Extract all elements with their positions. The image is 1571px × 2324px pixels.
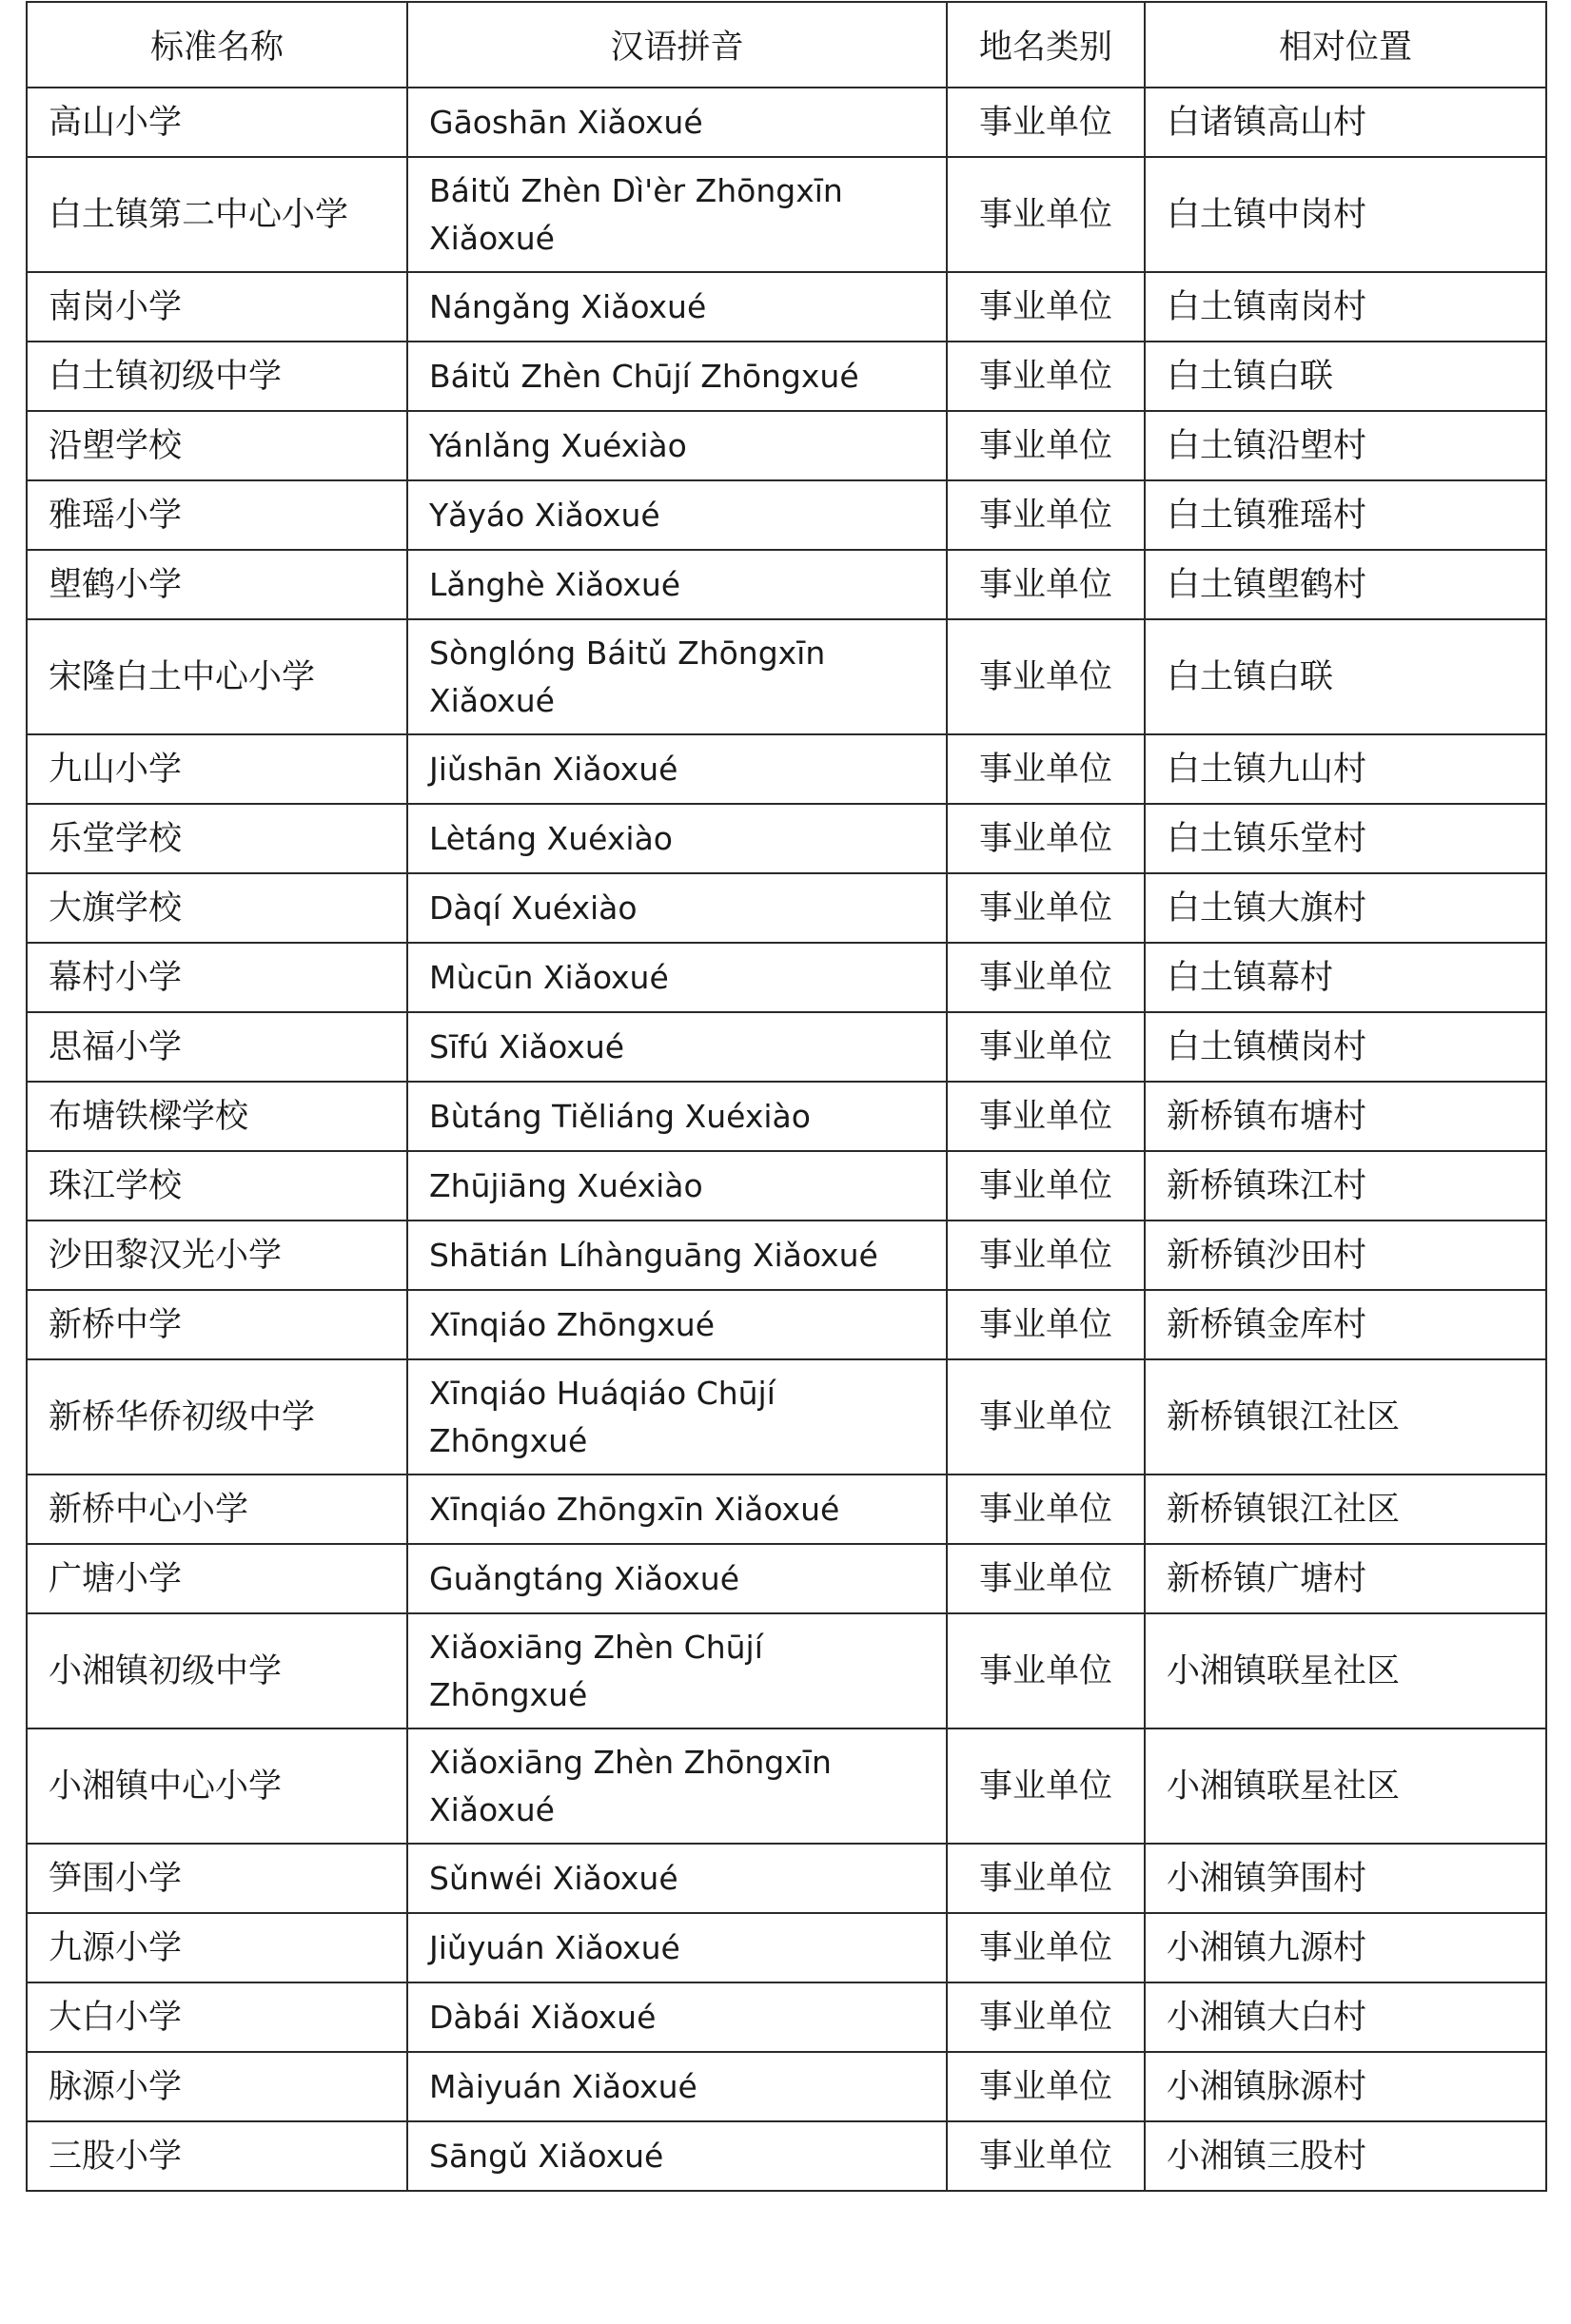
table-row <box>27 550 1546 619</box>
name-cell: 三股小学 <box>27 2121 407 2191</box>
table-row <box>27 1982 1546 2052</box>
pinyin-cell: Dàqí Xuéxiào <box>407 873 947 943</box>
pinyin-cell: Lètáng Xuéxiào <box>407 804 947 873</box>
pinyin-cell: Sònglóng Báitǔ Zhōngxīn Xiǎoxué <box>407 619 947 734</box>
table-row <box>27 1728 1546 1844</box>
category-cell: 事业单位 <box>947 1728 1145 1844</box>
location-cell: 小湘镇联星社区 <box>1145 1613 1546 1728</box>
pinyin-cell: Gāoshān Xiǎoxué <box>407 88 947 157</box>
table-body <box>27 88 1546 2191</box>
table-row <box>27 88 1546 157</box>
location-cell: 小湘镇九源村 <box>1145 1913 1546 1982</box>
category-cell: 事业单位 <box>947 1082 1145 1151</box>
name-cell: 塱鹤小学 <box>27 550 407 619</box>
location-cell: 白土镇白联 <box>1145 619 1546 734</box>
location-cell: 白土镇白联 <box>1145 342 1546 411</box>
category-cell: 事业单位 <box>947 734 1145 804</box>
name-cell: 小湘镇初级中学 <box>27 1613 407 1728</box>
location-cell: 新桥镇珠江村 <box>1145 1151 1546 1221</box>
pinyin-cell: Xīnqiáo Zhōngxīn Xiǎoxué <box>407 1474 947 1544</box>
location-cell: 小湘镇脉源村 <box>1145 2052 1546 2121</box>
pinyin-cell: Sāngǔ Xiǎoxué <box>407 2121 947 2191</box>
pinyin-cell: Báitǔ Zhèn Chūjí Zhōngxué <box>407 342 947 411</box>
name-cell: 白土镇第二中心小学 <box>27 157 407 272</box>
table-row <box>27 480 1546 550</box>
name-cell: 乐堂学校 <box>27 804 407 873</box>
name-cell: 宋隆白土中心小学 <box>27 619 407 734</box>
name-cell: 沙田黎汉光小学 <box>27 1221 407 1290</box>
table-row <box>27 1474 1546 1544</box>
table-row <box>27 1844 1546 1913</box>
category-cell: 事业单位 <box>947 1359 1145 1474</box>
location-cell: 小湘镇笋围村 <box>1145 1844 1546 1913</box>
header-row <box>27 2 1546 88</box>
name-cell: 雅瑶小学 <box>27 480 407 550</box>
name-cell: 白土镇初级中学 <box>27 342 407 411</box>
table-row <box>27 804 1546 873</box>
name-cell: 脉源小学 <box>27 2052 407 2121</box>
table-row <box>27 873 1546 943</box>
category-cell: 事业单位 <box>947 1012 1145 1082</box>
pinyin-cell: Guǎngtáng Xiǎoxué <box>407 1544 947 1613</box>
header-category: 地名类别 <box>947 2 1145 88</box>
name-cell: 高山小学 <box>27 88 407 157</box>
category-cell: 事业单位 <box>947 1290 1145 1359</box>
location-cell: 新桥镇布塘村 <box>1145 1082 1546 1151</box>
category-cell: 事业单位 <box>947 272 1145 342</box>
pinyin-cell: Jiǔshān Xiǎoxué <box>407 734 947 804</box>
location-cell: 白土镇乐堂村 <box>1145 804 1546 873</box>
table-row <box>27 1613 1546 1728</box>
pinyin-cell: Lǎnghè Xiǎoxué <box>407 550 947 619</box>
location-cell: 白土镇大旗村 <box>1145 873 1546 943</box>
location-cell: 白土镇中岗村 <box>1145 157 1546 272</box>
pinyin-cell: Màiyuán Xiǎoxué <box>407 2052 947 2121</box>
name-cell: 九源小学 <box>27 1913 407 1982</box>
table-row <box>27 619 1546 734</box>
location-cell: 新桥镇银江社区 <box>1145 1474 1546 1544</box>
category-cell: 事业单位 <box>947 1982 1145 2052</box>
pinyin-cell: Xīnqiáo Zhōngxué <box>407 1290 947 1359</box>
header-location: 相对位置 <box>1145 2 1546 88</box>
location-cell: 白诸镇高山村 <box>1145 88 1546 157</box>
category-cell: 事业单位 <box>947 2052 1145 2121</box>
name-cell: 新桥华侨初级中学 <box>27 1359 407 1474</box>
location-cell: 白土镇塱鹤村 <box>1145 550 1546 619</box>
category-cell: 事业单位 <box>947 550 1145 619</box>
table-row <box>27 1359 1546 1474</box>
category-cell: 事业单位 <box>947 1544 1145 1613</box>
name-cell: 笋围小学 <box>27 1844 407 1913</box>
location-cell: 白土镇雅瑶村 <box>1145 480 1546 550</box>
category-cell: 事业单位 <box>947 943 1145 1012</box>
category-cell: 事业单位 <box>947 619 1145 734</box>
category-cell: 事业单位 <box>947 873 1145 943</box>
location-cell: 白土镇横岗村 <box>1145 1012 1546 1082</box>
table-row <box>27 1544 1546 1613</box>
table-row <box>27 1082 1546 1151</box>
category-cell: 事业单位 <box>947 1474 1145 1544</box>
location-cell: 新桥镇金库村 <box>1145 1290 1546 1359</box>
name-cell: 南岗小学 <box>27 272 407 342</box>
table-header <box>27 2 1546 88</box>
location-cell: 新桥镇银江社区 <box>1145 1359 1546 1474</box>
category-cell: 事业单位 <box>947 342 1145 411</box>
table-row <box>27 734 1546 804</box>
location-cell: 新桥镇沙田村 <box>1145 1221 1546 1290</box>
name-cell: 大白小学 <box>27 1982 407 2052</box>
table-row <box>27 1221 1546 1290</box>
header-pinyin: 汉语拼音 <box>407 2 947 88</box>
category-cell: 事业单位 <box>947 1221 1145 1290</box>
name-cell: 新桥中学 <box>27 1290 407 1359</box>
table-row <box>27 2121 1546 2191</box>
pinyin-cell: Jiǔyuán Xiǎoxué <box>407 1913 947 1982</box>
name-cell: 新桥中心小学 <box>27 1474 407 1544</box>
pinyin-cell: Shātián Líhànguāng Xiǎoxué <box>407 1221 947 1290</box>
pinyin-cell: Báitǔ Zhèn Dì'èr Zhōngxīn Xiǎoxué <box>407 157 947 272</box>
name-cell: 大旗学校 <box>27 873 407 943</box>
pinyin-cell: Xiǎoxiāng Zhèn Zhōngxīn Xiǎoxué <box>407 1728 947 1844</box>
location-cell: 小湘镇三股村 <box>1145 2121 1546 2191</box>
pinyin-cell: Xiǎoxiāng Zhèn Chūjí Zhōngxué <box>407 1613 947 1728</box>
pinyin-cell: Xīnqiáo Huáqiáo Chūjí Zhōngxué <box>407 1359 947 1474</box>
category-cell: 事业单位 <box>947 1151 1145 1221</box>
header-standard-name: 标准名称 <box>27 2 407 88</box>
pinyin-cell: Dàbái Xiǎoxué <box>407 1982 947 2052</box>
name-cell: 沿塱学校 <box>27 411 407 480</box>
pinyin-cell: Zhūjiāng Xuéxiào <box>407 1151 947 1221</box>
place-name-table <box>26 1 1547 2192</box>
table-row <box>27 272 1546 342</box>
category-cell: 事业单位 <box>947 1844 1145 1913</box>
location-cell: 白土镇沿塱村 <box>1145 411 1546 480</box>
pinyin-cell: Nángǎng Xiǎoxué <box>407 272 947 342</box>
name-cell: 九山小学 <box>27 734 407 804</box>
pinyin-cell: Yánlǎng Xuéxiào <box>407 411 947 480</box>
name-cell: 广塘小学 <box>27 1544 407 1613</box>
table-row <box>27 1290 1546 1359</box>
name-cell: 小湘镇中心小学 <box>27 1728 407 1844</box>
table-row <box>27 1151 1546 1221</box>
location-cell: 白土镇九山村 <box>1145 734 1546 804</box>
name-cell: 珠江学校 <box>27 1151 407 1221</box>
category-cell: 事业单位 <box>947 411 1145 480</box>
table-row <box>27 943 1546 1012</box>
table-row <box>27 342 1546 411</box>
table-row <box>27 157 1546 272</box>
location-cell: 白土镇幕村 <box>1145 943 1546 1012</box>
name-cell: 思福小学 <box>27 1012 407 1082</box>
location-cell: 白土镇南岗村 <box>1145 272 1546 342</box>
table-row <box>27 1012 1546 1082</box>
location-cell: 小湘镇大白村 <box>1145 1982 1546 2052</box>
pinyin-cell: Mùcūn Xiǎoxué <box>407 943 947 1012</box>
name-cell: 布塘铁樑学校 <box>27 1082 407 1151</box>
pinyin-cell: Sīfú Xiǎoxué <box>407 1012 947 1082</box>
category-cell: 事业单位 <box>947 88 1145 157</box>
category-cell: 事业单位 <box>947 1613 1145 1728</box>
location-cell: 小湘镇联星社区 <box>1145 1728 1546 1844</box>
location-cell: 新桥镇广塘村 <box>1145 1544 1546 1613</box>
pinyin-cell: Bùtáng Tiěliáng Xuéxiào <box>407 1082 947 1151</box>
pinyin-cell: Sǔnwéi Xiǎoxué <box>407 1844 947 1913</box>
category-cell: 事业单位 <box>947 480 1145 550</box>
pinyin-cell: Yǎyáo Xiǎoxué <box>407 480 947 550</box>
table-row <box>27 411 1546 480</box>
table-row <box>27 1913 1546 1982</box>
category-cell: 事业单位 <box>947 1913 1145 1982</box>
category-cell: 事业单位 <box>947 2121 1145 2191</box>
name-cell: 幕村小学 <box>27 943 407 1012</box>
category-cell: 事业单位 <box>947 157 1145 272</box>
category-cell: 事业单位 <box>947 804 1145 873</box>
table-row <box>27 2052 1546 2121</box>
